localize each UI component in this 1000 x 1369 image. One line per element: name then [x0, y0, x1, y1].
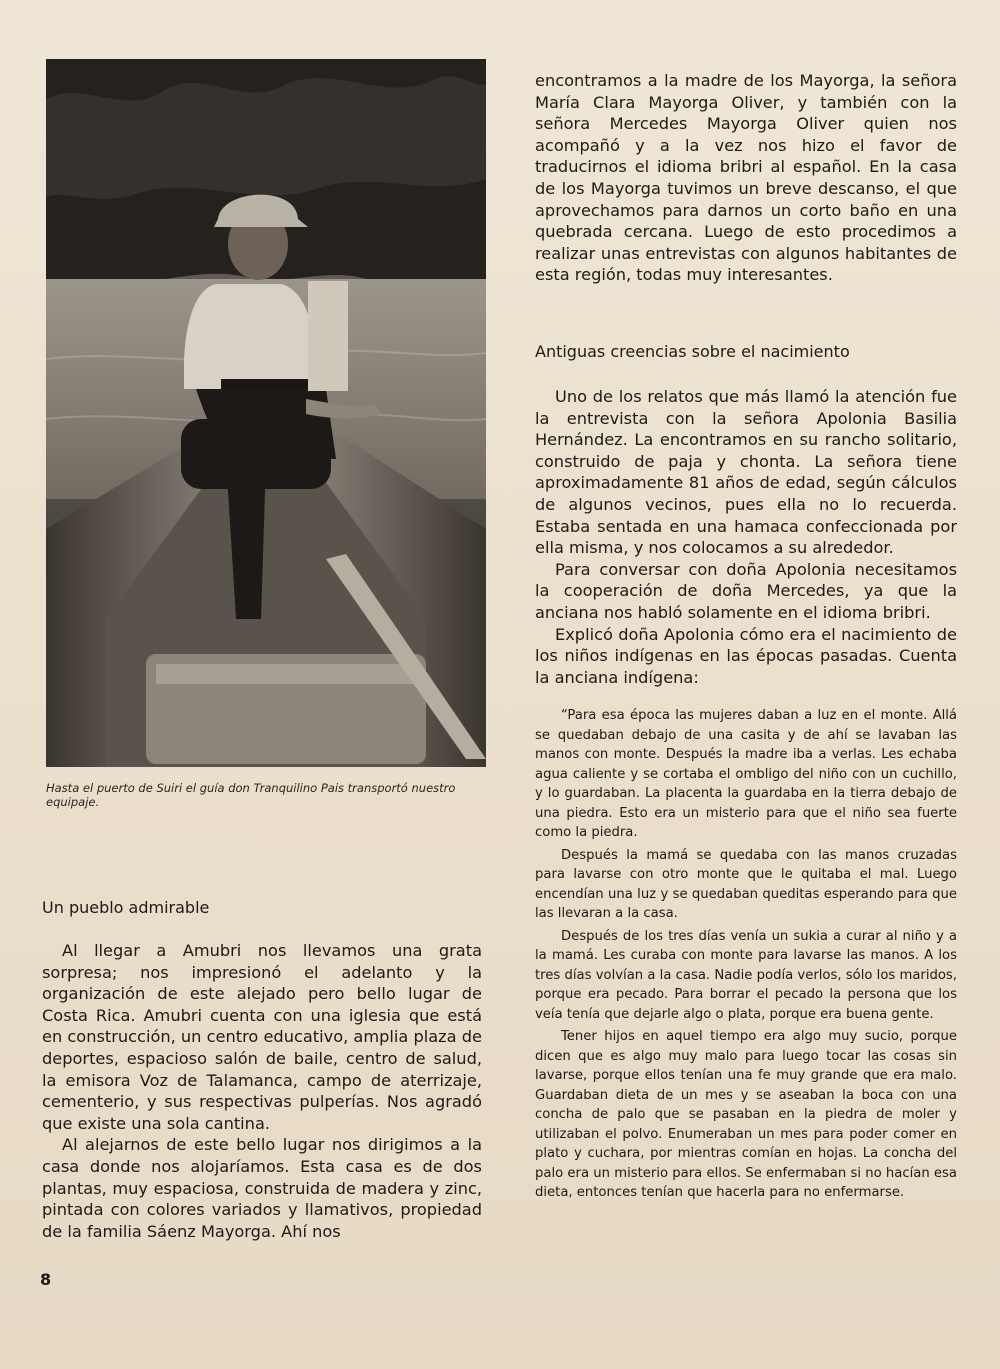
paragraph: Al llegar a Amubri nos llevamos una grata sorpresa; nos impresionó el adelanto y la organización de este alejado pero bello lugar de Costa Rica. Amubri cuenta con una iglesia que está en construcción, un centro educativo, amplia plaza de deportes, espacioso salón de baile, centro de salud, la emisora Voz de Talamanca, campo de aterrizaje, cementerio, y sus respectivas pulperías. Nos agradó que existe una sola cantina. — [42, 941, 482, 1133]
quote-paragraph: “Para esa época las mujeres daban a luz en el monte. Allá se quedaban debajo de una casita y de ahí se lavaban las manos con monte. Después la madre iba a verlas. Les echaba agua caliente y se cortaba el ombligo del niño con un cuchillo, y lo guardaban. La placenta la guardaba en la tierra debajo de una piedra. Esto era un misterio para que el niño sea fuerte como la piedra. — [535, 708, 957, 840]
continuation-text — [535, 70, 957, 286]
creencias-text — [535, 386, 957, 688]
paragraph: Al alejarnos de este bello lugar nos dirigimos a la casa donde nos alojaríamos. Esta casa es de dos plantas, muy espaciosa, construida de madera y zinc, pintada con colores variados y llamativos, propiedad de la familia Sáenz Mayorga. Ahí nos — [42, 1135, 482, 1241]
section-heading-pueblo: Un pueblo admirable — [42, 898, 210, 917]
photo-icon — [46, 59, 486, 767]
photo-caption: Hasta el puerto de Suiri el guía don Tranquilino Pais transportó nuestro equipaje. — [46, 781, 456, 809]
photo-guide-in-canoe — [46, 59, 486, 767]
quote-paragraph: Después la mamá se quedaba con las manos cruzadas para lavarse con otro monte que le quitaba el mal. Luego encendían una luz y se quedaban queditas esperando para que las llevaran a la casa. — [535, 847, 957, 921]
page-number: 8 — [40, 1270, 52, 1289]
pueblo-text — [42, 940, 482, 1242]
paragraph: Explicó doña Apolonia cómo era el nacimiento de los niños indígenas en las épocas pasadas. Cuenta la anciana indígena: — [535, 624, 957, 687]
creencias-section — [535, 342, 957, 361]
quote-block — [535, 706, 957, 1206]
section-heading-creencias: Antiguas creencias sobre el nacimiento — [535, 342, 850, 361]
quote-paragraph: Después de los tres días venía un sukia a curar al niño y a la mamá. Les curaba con monte para lavarse las manos. A los tres días volvían a la casa. Nadie podía verlos, sólo los maridos, porque era pecado. Para borrar el pecado la persona que los veía tenía que dejarle algo o plata, porque era buena gente. — [535, 928, 957, 1022]
paragraph: Uno de los relatos que más llamó la atención fue la entrevista con la señora Apolonia Basilia Hernández. La encontramos en su rancho solitario, construido de paja y chonta. La señora tiene aproximadamente 81 años de edad, según cálculos de algunos vecinos, pues ella no lo recuerda. Estaba sentada en una hamaca confeccionada por ella misma, y nos colocamos a su alrededor. — [535, 387, 957, 558]
pueblo-section — [42, 898, 482, 917]
paragraph: encontramos a la madre de los Mayorga, la señora María Clara Mayorga Oliver, y también con la señora Mercedes Mayorga Oliver quien nos acompañó y a la vez nos hizo el favor de traducirnos el idioma bribri al español. En la casa de los Mayorga tuvimos un breve descanso, el que aprovechamos para darnos un corto baño en una quebrada cercana. Luego de esto procedimos a realizar unas entrevistas con algunos habitantes de esta región, todas muy interesantes. — [535, 71, 957, 285]
quote-paragraph: Tener hijos en aquel tiempo era algo muy sucio, porque dicen que es algo muy malo para luego tocar las cosas sin lavarse, porque ellos tenían una fe muy grande que era malo. Guardaban dieta de un mes y se aseaban la boca con una concha de palo que se pasaban en la piedra de moler y utilizaban el polvo. Enumeraban un mes para poder comer en plato y cuchara, por mientras comían en hojas. La concha del palo era un misterio para ellos. Se enfermaban si no hacían esa dieta, entonces tenían que hacerla para no enfermarse. — [535, 1029, 957, 1200]
paragraph: Para conversar con doña Apolonia necesitamos la cooperación de doña Mercedes, ya que la anciana nos habló solamente en el idioma bribri. — [535, 559, 957, 622]
